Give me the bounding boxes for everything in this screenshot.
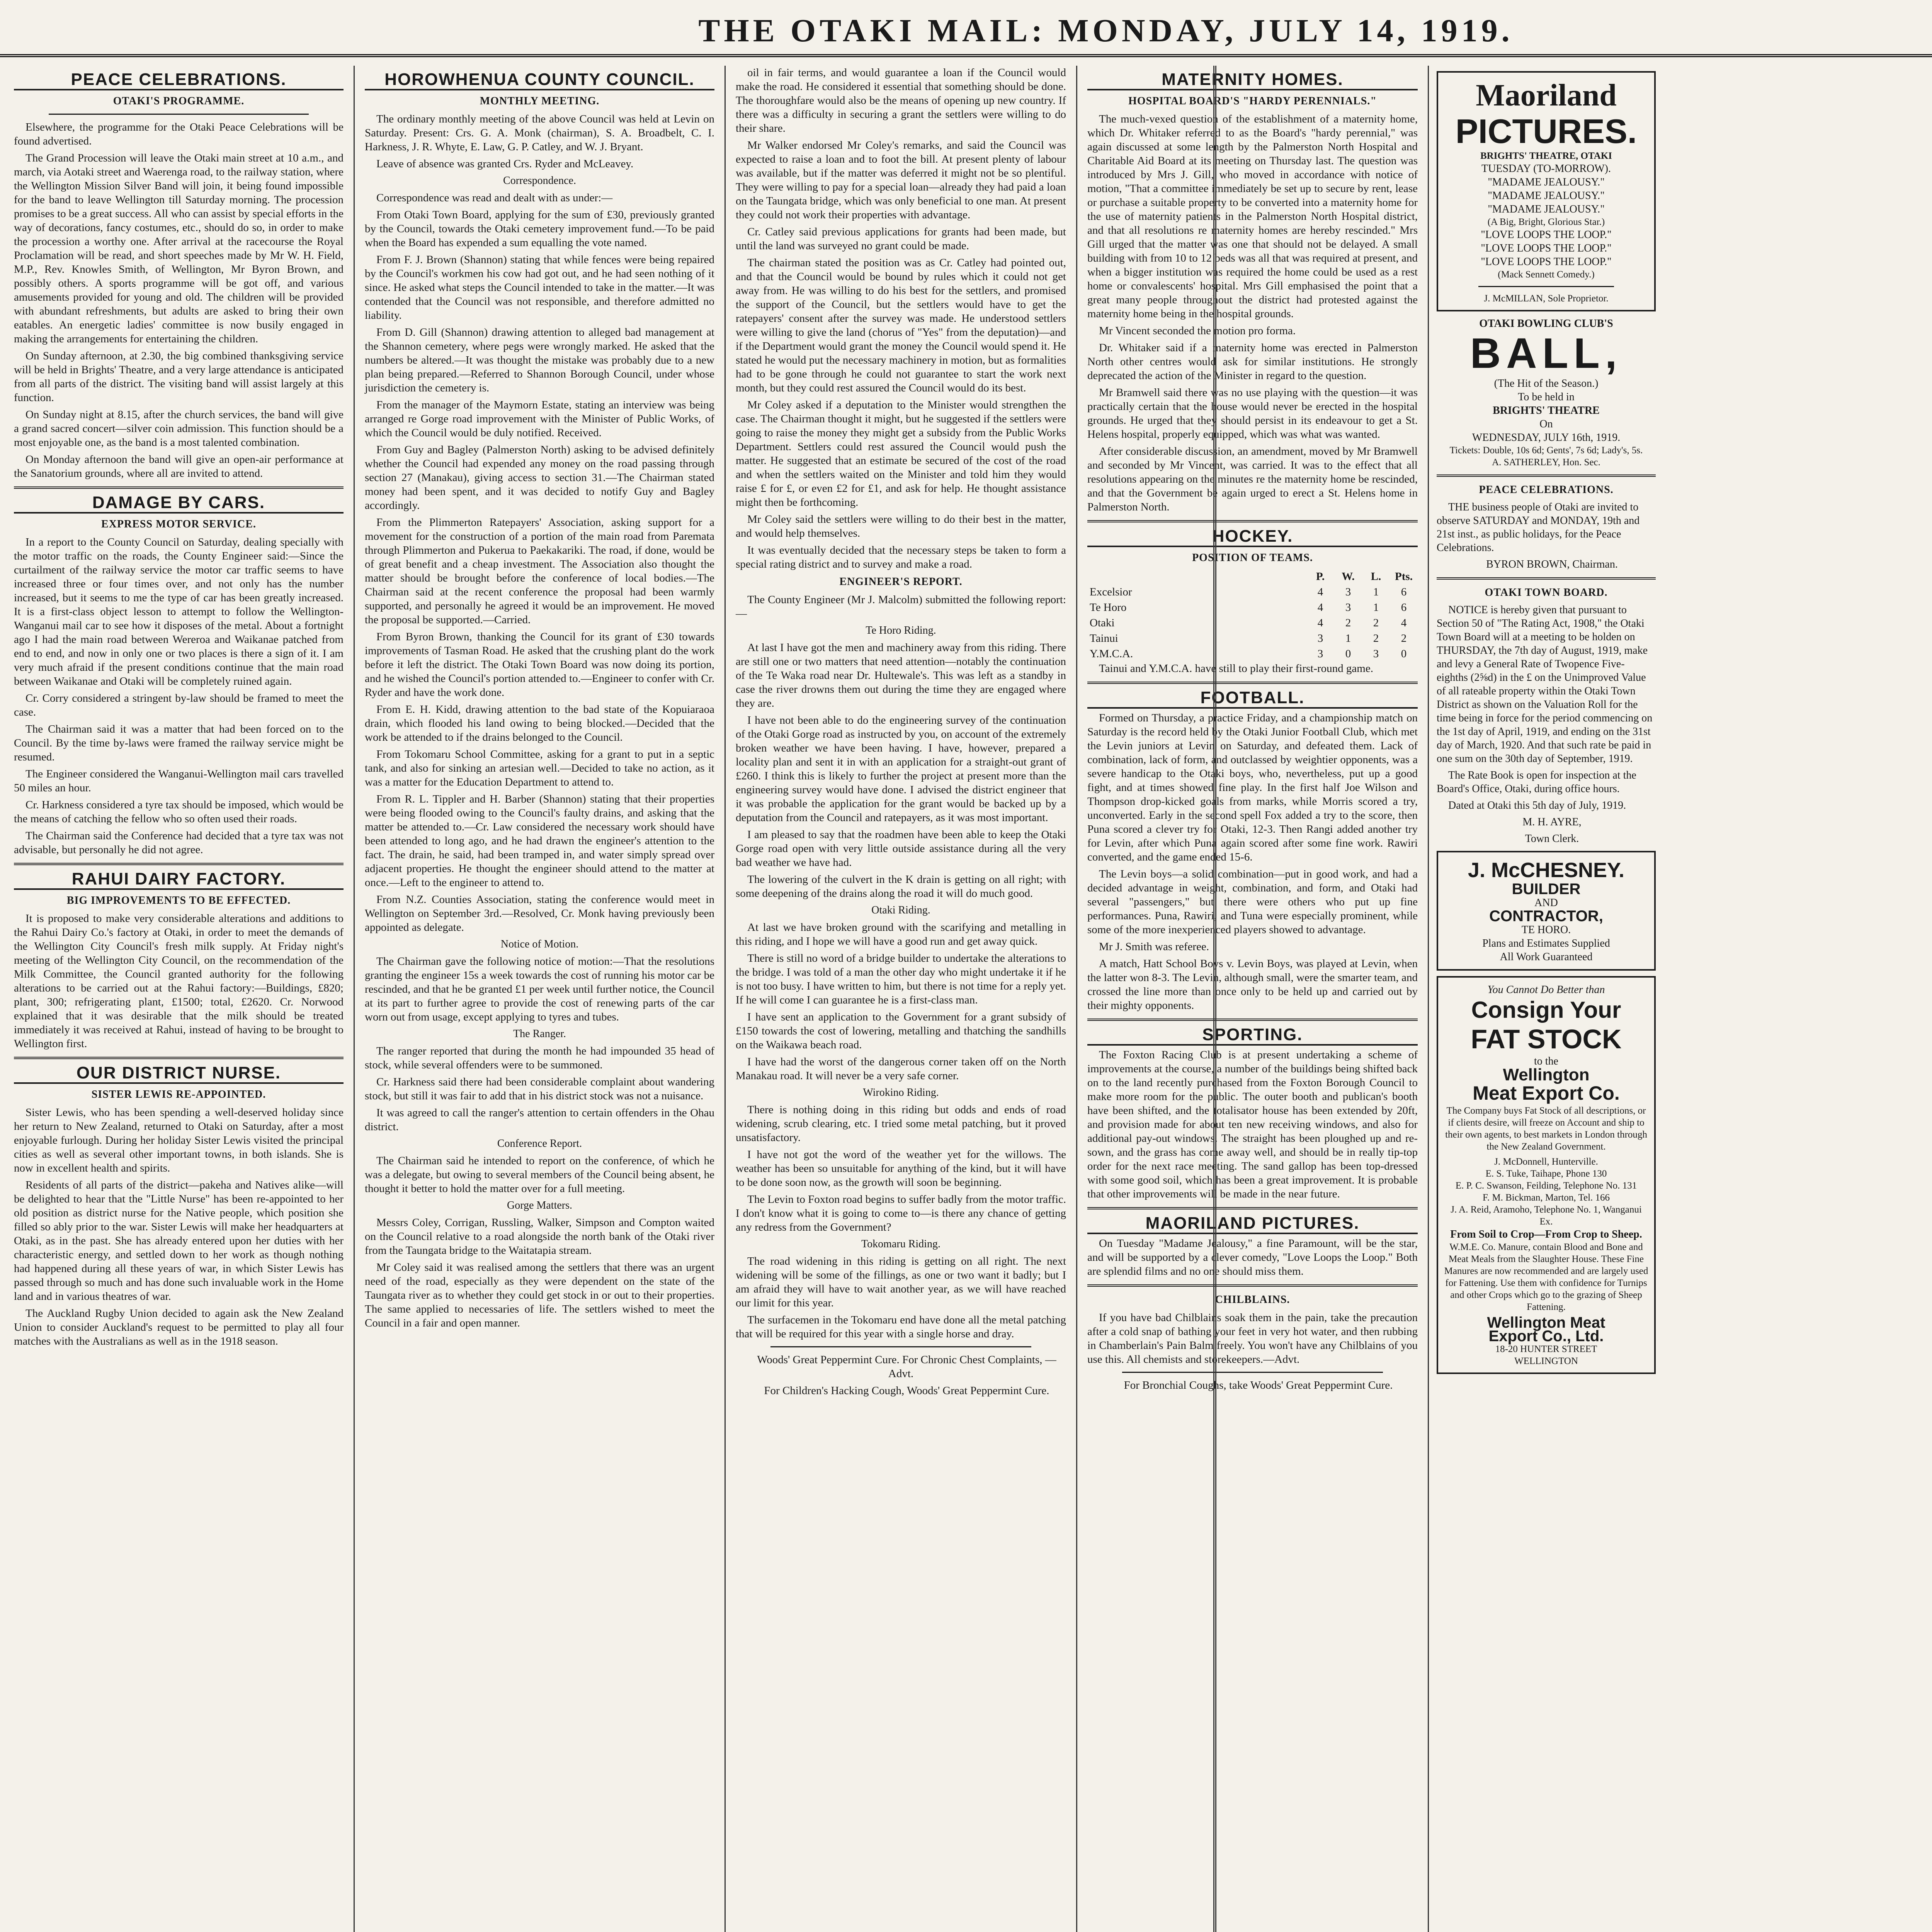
- table-cell: 1: [1345, 632, 1351, 645]
- divider: [14, 863, 344, 865]
- paragraph: From the Plimmerton Ratepayers' Association, asking support for a movement for the construction of a portion of the main road from Paremata through Plimmerton and Pukerua to Paekakariki. The road, if done, would be of great benefit and a cheap investment. The Association also thought the matter should be brought before the conference of local bodies.—The Chairman said at the recent conference the proposal had been warmly supported, and personally he agreed it would be an improvement. He moved the proposal be supported.—Carried.: [365, 516, 714, 626]
- paragraph: Correspondence was read and dealt with as under:—: [376, 192, 613, 204]
- table-cell: 0: [1345, 648, 1351, 660]
- peace-celebrations-notice-heading: PEACE CELEBRATIONS.: [1479, 484, 1614, 496]
- ad-line: "MADAME JEALOUSY.": [1488, 190, 1605, 202]
- table-cell: 1: [1373, 586, 1379, 598]
- column-1: [4, 66, 354, 1932]
- paragraph: I have sent an application to the Government for a grant subsidy of £150 towards the cost of lowering, metalling and thatching the sandhills on the Waikawa beach road.: [736, 1011, 1066, 1051]
- chilblains-subheading: CHILBLAINS.: [1215, 1294, 1290, 1306]
- table-cell: 2: [1345, 617, 1351, 629]
- monthly-meeting-subheading: MONTHLY MEETING.: [480, 95, 600, 107]
- paragraph: Mr Bramwell said there was no use playing with the question—it was practically certain that the house would never be erected in the hospital grounds. He urged that they should persist in its endeavour to get a St. Helens hospital, properly equipped, which was what was wanted.: [1087, 386, 1418, 440]
- paragraph: Mr Coley asked if a deputation to the Minister would strengthen the case. The Chairman thought it might, but he suggested if the settlers were going to raise the money they might get a subsidy from the Public Works Department. Settlers could rest assured the Council would push the matter. He suggested that an estimate be secured of the cost of the road and when the settlers waited on the Minister and told him they would raise £ for £, or even £2 for £1, and ask for help. He thought assistance might then be forthcoming.: [736, 399, 1066, 509]
- table-header: L.: [1371, 570, 1381, 583]
- ad-line: TUESDAY (TO-MORROW).: [1481, 163, 1611, 175]
- ad-line: (Mack Sennett Comedy.): [1498, 269, 1595, 280]
- paragraph: The Auckland Rugby Union decided to again ask the New Zealand Union to consider Auckland's request to be permitted to play all four matches with the Australians as well as in the 1918 season.: [14, 1307, 344, 1347]
- table-cell: 3: [1317, 632, 1323, 645]
- ad-title: BALL,: [1470, 330, 1622, 377]
- ad-line: J. McMILLAN, Sole Proprietor.: [1484, 293, 1609, 304]
- ad-line: WEDNESDAY, JULY 16th, 1919.: [1472, 432, 1621, 444]
- paragraph: From the manager of the Maymorn Estate, stating an interview was being arranged re Gorge road improvement with the Minister of Public Works, of which the Council would be duly notified. Received.: [365, 399, 714, 439]
- table-cell: 1: [1373, 601, 1379, 614]
- paragraph: It was eventually decided that the necessary steps be taken to form a special rating district and to survey and make a road.: [736, 544, 1066, 570]
- paragraph: On Sunday night at 8.15, after the church services, the band will give a grand sacred concert—silver coin admission. This function should be a most enjoyable one, as the band is a most talented combination.: [14, 408, 344, 449]
- ad-line: E. S. Tuke, Taihape, Phone 130: [1485, 1168, 1607, 1179]
- paragraph: The ranger reported that during the month he had impounded 35 head of stock, while several offenders were to be summoned.: [365, 1045, 714, 1071]
- ad-line: (A Big, Bright, Glorious Star.): [1487, 217, 1605, 227]
- ad-title: PICTURES.: [1455, 112, 1637, 150]
- ad-line: TE HORO.: [1521, 924, 1571, 936]
- advertisement-note: For Children's Hacking Cough, Woods' Great Peppermint Cure.: [764, 1384, 1049, 1397]
- manakau-column: [1215, 66, 1428, 1932]
- paragraph: Cr. Corry considered a stringent by-law should be framed to meet the case.: [14, 692, 344, 718]
- table-cell: 3: [1345, 586, 1351, 598]
- rahui-dairy-subheading: BIG IMPROVEMENTS TO BE EFFECTED.: [66, 895, 291, 906]
- wellington-meat-ad: [1437, 976, 1656, 1374]
- ad-title: Maoriland: [1476, 78, 1617, 112]
- district-nurse-subheading: SISTER LEWIS RE-APPOINTED.: [91, 1088, 266, 1100]
- ad-title: J. McCHESNEY.: [1468, 859, 1625, 882]
- hockey-subheading: POSITION OF TEAMS.: [1192, 552, 1313, 564]
- paragraph: Cr. Harkness considered a tyre tax should be imposed, which would be the means of catching the fellow who so often used their roads.: [14, 799, 344, 825]
- rahui-dairy-heading: RAHUI DAIRY FACTORY.: [14, 872, 344, 890]
- paragraph: A match, Hatt School Boys v. Levin Boys, was played at Levin, when the latter won 8-3. The Levin, although small, were the smarter team, and crossed the line more than once only to be held up and carried out by their mighty opponents.: [1087, 957, 1418, 1012]
- paragraph: Mr Walker endorsed Mr Coley's remarks, and said the Council was expected to raise a loan and to foot the bill. At present plenty of labour was available, but if the matter was deferred it might not be so plentiful. They were willing to pay for a special loan—already they had paid a loan on the Taungata bridge, which was only beneficial to one man. At present they could not work their properties with advantage.: [736, 139, 1066, 221]
- ad-line: BUILDER: [1512, 881, 1581, 898]
- signature: Town Clerk.: [1525, 833, 1579, 845]
- paragraph: It is proposed to make very considerable alterations and additions to the Rahui Dairy Co.'s factory at Otaki, in order to meet the demands of the Wellington City Council's fresh milk supply. At Friday night's meeting of the Wellington City Council, on the recommendation of the Milk Committee, the Council granted authority for the following alterations to be carried out at the Rahui factory:—Buildings, £820; plant, 300; refrigerating plant, £1500; total, £2620. Cr. Norwood explained that it was desirable that the milk should be treated immediately it was received at Rahui, instead of having to be brought to Wellington first.: [14, 912, 344, 1050]
- divider: [770, 1346, 1031, 1347]
- paragraph: On Sunday afternoon, at 2.30, the big combined thanksgiving service will be held in Brights' Theatre, and a very large attendance is anticipated from all parts of the district. The visiting band will assist largely at this function.: [14, 350, 344, 404]
- paragraph: The Grand Procession will leave the Otaki main street at 10 a.m., and march, via Aotaki street and Waerenga road, to the railway station, where the Wellington Mission Silver Band will join, it being found impossible for the band to leave Wellington till Saturday morning. The procession promises to be a great success. All who can assist by special efforts in the way of decorations, fancy costumes, etc., should do so, in order to make the procession a worthy one. After arrival at the racecourse the Royal Proclamation will be read, and short speeches made by Mr W. H. Field, M.P., Rev. Knowles Smith, of Wellington, Mr Byron Brown, and possibly others. A sports programme will be got off, and various amusements provided for young and old. The children will be provided with abundant refreshments, but adults are asked to bring their own eatables. An energetic ladies' committee is now busily engaged in making the arrangements for entertaining the children.: [14, 152, 344, 345]
- mcchesney-ad: [1437, 851, 1656, 971]
- paragraph: The Levin boys—a solid combination—put in good work, and had a decided advantage in weight, combination, and form, and Otaki had several "passengers," but there were others who put up fine performances. Puna, Rawiri, and Tuna were especially prominent, while some of the more inexperienced players showed to advantage.: [1087, 868, 1418, 936]
- ad-line: CONTRACTOR,: [1489, 908, 1603, 925]
- ad-body: W.M.E. Co. Manure, contain Blood and Bone and Meat Meals from the Slaughter House. These Fine Manures are now recommended and are largely used for Fattening. Use them with confidence for Turnips and other Crops which go to the grazing of Sheep Fattening.: [1444, 1242, 1648, 1312]
- paragraph: From R. L. Tippler and H. Barber (Shannon) stating that their properties were being flooded owing to the Council's faulty drains, and asking that the matter be attended to.—Cr. Law considered the necessary work should have been attended to long ago, and he had drawn the engineer's attention to the fact. The drain, he said, had been tramped in, and water simply spread over adjacent properties. He thought the engineer should attend to the matter at once.—Left to the engineer to attend to.: [365, 793, 714, 889]
- paragraph: Dr. Whitaker said if a maternity home was erected in Palmerston North other centres would ask for similar institutions. He strongly deprecated the action of the Minister in regard to the question.: [1087, 342, 1418, 382]
- paragraph: It was agreed to call the ranger's attention to certain offenders in the Ohau district.: [365, 1107, 714, 1133]
- divider: [14, 1057, 344, 1059]
- table-cell: Y.M.C.A.: [1090, 648, 1133, 660]
- paragraph: From F. J. Brown (Shannon) stating that while fences were being repaired by the Council's workmen his cow had got out, and he had seen nothing of it since. He asked what steps the Council intended to take in the matter.—It was contended that the Council was not responsible, and therefore admitted no liability.: [365, 253, 714, 321]
- town-board-heading: OTAKI TOWN BOARD.: [1485, 587, 1608, 599]
- table-cell: 3: [1373, 648, 1379, 660]
- column-2: [354, 66, 724, 1932]
- paragraph: The much-vexed question of the establishment of a maternity home, which Dr. Whitaker referred to as the Board's "hardy perennial," was again discussed at some length by the Palmerston North Hospital and Charitable Aid Board at its meeting on Thursday last. The question was introduced by Mrs J. Gill, who moved in accordance with notice of motion, "That a committee immediately be set up to secure by rent, lease or purchase a suitable property to be converted into a maternity home for the use of maternity patients in the Palmerston North Hospital district, and that all resolutions re maternity homes are hereby rescinded." Mrs Gill urged that the matter was one that should not be delayed. A small building with from 10 to 12 beds was all that was required at present, and when a bigger institution was required the home could be used as a rest home or convalescents' hospital. Mrs Gill emphasised the point that a great many people throughout the district had protested against the maternity home being in the hospital grounds.: [1087, 113, 1418, 320]
- ad-title: FAT STOCK: [1471, 1024, 1622, 1054]
- paragraph: There is still no word of a bridge builder to undertake the alterations to the bridge. I was told of a man the other day who might undertake it if he is not too busy. I have written to him, but there is not time for a reply yet. If he will come I can guarantee he is a first-class man.: [736, 952, 1066, 1006]
- table-header: Pts.: [1395, 570, 1413, 583]
- paragraph: After considerable discussion, an amendment, moved by Mr Bramwell and seconded by Mr Vincent, was carried. It was to the effect that all resolutions appearing on the minutes re the maternity home be rescinded, and that the Government be again urged to erect a St. Helens home in Palmerston North.: [1087, 445, 1418, 513]
- paragraph: The surfacemen in the Tokomaru end have done all the metal patching that will be required for this year with a single horse and dray.: [736, 1314, 1066, 1340]
- column-3: [724, 66, 1076, 1932]
- paragraph: In a report to the County Council on Saturday, dealing specially with the motor traffic on the roads, the County Engineer said:—Since the curtailment of the railway service the motor car traffic seems to have increased three or four times over, and not only has the number increased, but it seems to me the type of car has been greatly increased. It is a first-class object lesson to attempt to follow the Wellington-Wanganui mail car to see how it disposes of the metal. About a fortnight ago I had the main road between Wereroa and Waikanae patched from end to end, and now in only one or two places is there a sign of it. I am very much afraid if the present conditions continue that the main road between Waikanae and Otaki will be completely ruined again.: [14, 536, 344, 687]
- maternity-homes-heading: MATERNITY HOMES.: [1087, 73, 1418, 90]
- maoriland-pictures-ad: [1437, 71, 1656, 311]
- table-cell: 4: [1317, 601, 1323, 614]
- paragraph: The Foxton Racing Club is at present undertaking a scheme of improvements at the course, a number of the buildings being shifted back on to the land recently purchased from the Foxton Borough Council to make more room for the public. The outer booth and publican's booth have been shifted, and the totalisator house has been extended by 20ft, and provision made for about ten new receiving windows, and also for additional pay-out windows. The straight has been ploughed up and re-sown, and the grass has come away well, and should be in really tip-top order for the next race meeting. The sand gallop has been top-dressed with some good soil, which has been a great improvement. It is probable that other improvements will be made in the near future.: [1087, 1049, 1418, 1200]
- gorge-matters-subheading: Gorge Matters.: [507, 1199, 572, 1211]
- paragraph: From Tokomaru School Committee, asking for a grant to put in a septic tank, and also for sinking an artesian well.—Decided to take no action, as it was a matter for the Education Department to attend to.: [365, 748, 714, 788]
- maternity-homes-subheading: HOSPITAL BOARD'S "HARDY PERENNIALS.": [1128, 95, 1377, 107]
- signature: M. H. AYRE,: [1522, 816, 1582, 828]
- express-motor-subheading: EXPRESS MOTOR SERVICE.: [101, 518, 256, 530]
- ad-line: 18-20 HUNTER STREET: [1495, 1344, 1597, 1354]
- ad-line: "LOVE LOOPS THE LOOP.": [1481, 256, 1612, 268]
- paragraph: The chairman stated the position was as Cr. Catley had pointed out, and that the Council would be bound by rules which it could not get away from. He was willing to do his best for the settlers, and promised the support of the Council, but the settlers would have to get the ratepayers' consent after the survey was made. He understood settlers were willing to give the land (chorus of "Yes" from the deputation)—and if the Department would grant the money the Council would spend it. He stated he would put the necessary machinery in motion, but as formalities had to be gone through he could not guarantee to start the work next month, but they could rest assured the Council would do its best.: [736, 257, 1066, 394]
- signature: BYRON BROWN, Chairman.: [1486, 558, 1618, 570]
- paragraph: The Chairman said he intended to report on the conference, of which he was a delegate, but owing to several members of the Council being absent, he thought it better to hold the matter over for a full meeting.: [365, 1155, 714, 1195]
- maoriland-pictures-heading: MAORILAND PICTURES.: [1087, 1216, 1418, 1234]
- ad-line: Wellington: [1503, 1065, 1590, 1084]
- paragraph: Messrs Coley, Corrigan, Russling, Walker, Simpson and Compton waited on the Council relative to a road alongside the north bank of the Otaki river from the Taungata bridge to the Waitatapia stream.: [365, 1216, 714, 1257]
- paragraph: The Chairman said the Conference had decided that a tyre tax was not advisable, but personally he did not agree.: [14, 830, 344, 856]
- paragraph: The Levin to Foxton road begins to suffer badly from the motor traffic. I don't know what it is going to come to—is there any chance of getting any redress from the Government?: [736, 1193, 1066, 1233]
- ad-line: Export Co., Ltd.: [1488, 1328, 1604, 1345]
- paragraph: From Byron Brown, thanking the Council for its grant of £30 towards improvements of Tasman Road. He asked that the crushing plant do the work before it left the district. The Otaki Town Board was now doing its portion, and he wished the Council's portion attended to.—Engineer to confer with Cr. Ryder and have the work done.: [365, 631, 714, 699]
- ad-line: BRIGHTS' THEATRE: [1493, 405, 1600, 417]
- table-header: P.: [1316, 570, 1325, 583]
- ad-line: A. SATHERLEY, Hon. Sec.: [1492, 457, 1600, 468]
- paragraph: I am pleased to say that the roadmen have been able to keep the Otaki Gorge road open with very little outside assistance during all the very bad weather we have had.: [736, 828, 1066, 869]
- paragraph: Leave of absence was granted Crs. Ryder and McLeavey.: [376, 158, 634, 170]
- ad-line: J. A. Reid, Aramoho, Telephone No. 1, Wanganui Ex.: [1451, 1204, 1642, 1227]
- ad-line: To be held in: [1518, 391, 1575, 403]
- paragraph: oil in fair terms, and would guarantee a loan if the Council would make the road. He considered it essential that something should be done. The thoroughfare would also be the means of opening up new country. If there was a difficulty in securing a grant the settlers were willing to do their share.: [736, 66, 1066, 134]
- paragraph: I have had the worst of the dangerous corner taken off on the North Manakau road. It will never be a very safe corner.: [736, 1056, 1066, 1082]
- wirokino-riding-subheading: Wirokino Riding.: [863, 1087, 939, 1099]
- table-cell: 0: [1401, 648, 1407, 660]
- ad-line: WELLINGTON: [1514, 1356, 1578, 1366]
- paragraph: I have not got the word of the weather yet for the willows. The weather has been so unsuitable for anything of the kind, but it will have to be done soon now, as the growth will soon be beginning.: [736, 1148, 1066, 1189]
- ad-line: You Cannot Do Better than: [1487, 984, 1605, 996]
- table-cell: 3: [1345, 601, 1351, 614]
- ad-line: On: [1539, 418, 1553, 430]
- paragraph: From Guy and Bagley (Palmerston North) asking to be advised definitely whether the Council had expended any money on the road passing through section 27 (Manakau), giving access to section 31.—The Chairman stated money had been spent, and it was decided to notify Guy and Bagley accordingly.: [365, 444, 714, 512]
- te-horo-riding-subheading: Te Horo Riding.: [866, 624, 936, 636]
- ad-line: BRIGHTS' THEATRE, OTAKI: [1480, 151, 1612, 161]
- paragraph: The Chairman said it was a matter that had been forced on to the Council. By the time by-laws were framed the railway service might be resumed.: [14, 723, 344, 763]
- ad-line: AND: [1534, 897, 1558, 909]
- paragraph: From E. H. Kidd, drawing attention to the bad state of the Kopuiaraoa drain, which flooded his land owing to being blocked.—Decided that the work be attended to if the drains belonged to the Council.: [365, 703, 714, 743]
- paragraph: The road widening in this riding is getting on all right. The next widening will be some of the fillings, as one or two want it badly; but I am afraid they will have to wait another year, as we will have reached our limit for this year.: [736, 1255, 1066, 1309]
- paragraph: Tainui and Y.M.C.A. have still to play their first-round game.: [1099, 662, 1373, 675]
- paragraph: NOTICE is hereby given that pursuant to Section 50 of "The Rating Act, 1908," the Otaki Town Board will at a meeting to be holden on THURSDAY, the 7th day of August, 1919, make and levy a General Rate of Twopence Five-eighths (2⅝d) in the £ on the Unimproved Value of all rateable property within the Otaki Town District as shown on the Valuation Roll for the time being in force for the period commencing on the 1st day of April, 1919, and ending on the 31st day of March, 1920. And that such rate be paid in one sum on the 30th day of September, 1919.: [1437, 604, 1653, 765]
- horowhenua-council-heading: HOROWHENUA COUNTY COUNCIL.: [365, 73, 714, 90]
- ad-line: Wellington Meat: [1487, 1314, 1605, 1331]
- bowling-ball-ad: [1437, 317, 1656, 468]
- engineers-report-subheading: ENGINEER'S REPORT.: [839, 576, 963, 588]
- paragraph: Dated at Otaki this 5th day of July, 1919.: [1448, 799, 1626, 811]
- tokomaru-riding-subheading: Tokomaru Riding.: [861, 1238, 940, 1250]
- table-cell: 4: [1401, 617, 1407, 629]
- table-cell: Tainui: [1090, 632, 1118, 645]
- paragraph: Residents of all parts of the district—pakeha and Natives alike—will be delighted to hear that the "Little Nurse" has been re-appointed to her old position as district nurse for the Native people, which position she filled so ably prior to the war. Sister Lewis will make her headquarters at Otaki, as in the past. She has already entered upon her duties with her characteristic energy, and settled down to her work as though nothing had happened during all these years of war, in which Sister Lewis has passed through so much and has done such invaluable work in the Home land and in various theatres of war.: [14, 1179, 344, 1303]
- ad-line: "MADAME JEALOUSY.": [1488, 176, 1605, 188]
- football-heading: FOOTBALL.: [1087, 691, 1418, 709]
- ad-line: "MADAME JEALOUSY.": [1488, 203, 1605, 215]
- paragraph: Formed on Thursday, a practice Friday, and a championship match on Saturday is the record held by the Otaki Junior Football Club, which met the Levin juniors at Levin on Saturday, and defeated them. Lack of combination, lack of form, and outclassed by weightier opponents, was a severe handicap to the Otaki boys, who, nevertheless, put up a good fight, and at times showed fine play. In the first half Joe Wilson and Thompson drop-kicked goals from marks, while Morris scored a try, unconverted. Early in the second spell Fox added a try to the score, then Puna scored a clever try for Otaki, 12-3. Then Rangi added another try for Levin, after which Puna again scored after some fine work. Rawiri converted, and the game ended 15-6.: [1087, 712, 1418, 863]
- paragraph: From Otaki Town Board, applying for the sum of £30, previously granted by the Council, towards the Otaki cemetery improvement fund.—To be paid when the Board has expended a sum equalling the vote named.: [365, 209, 714, 249]
- divider: [1478, 286, 1614, 287]
- peace-celebrations-heading: PEACE CELEBRATIONS.: [14, 73, 344, 90]
- paragraph: Sister Lewis, who has been spending a well-deserved holiday since her return to New Zealand, returned to Otaki on Saturday, after a most enjoyable furlough. During her holiday Sister Lewis visited the principal cities as well as several other important towns, in both islands. She is now in excellent health and spirits.: [14, 1106, 344, 1174]
- notice-of-motion-subheading: Notice of Motion.: [500, 938, 579, 950]
- ad-line: (The Hit of the Season.): [1494, 378, 1599, 389]
- paragraph: On Tuesday "Madame Jealousy," a fine Paramount, will be the star, and will be supported by a clever comedy, "Love Loops the Loop." Both are splendid films and no one should miss them.: [1087, 1237, 1418, 1277]
- paragraph: From D. Gill (Shannon) drawing attention to alleged bad management at the Shannon cemetery, where pegs were wrongly marked. He asked that the numbers be altered.—It was thought the mistake was probably due to a new plan being prepared.—Referred to Shannon Borough Council, under whose jurisdiction the cemetery is.: [365, 326, 714, 394]
- table-cell: 4: [1317, 617, 1323, 629]
- paragraph: I have not been able to do the engineering survey of the continuation of the Otaki Gorge road as instructed by you, on account of the extremely broken weather we have been having. I have, however, prepared a locality plan and sent it in with an application for a straight-out grant of £260. I think this is likely to further the project at present more than the engineering survey would have done. I advised the district engineer that it was probable the application for the grant would be backed up by a deputation from the Council and ratepayers, as it was most important.: [736, 714, 1066, 824]
- conference-report-subheading: Conference Report.: [497, 1138, 582, 1150]
- divider: [49, 114, 309, 115]
- paragraph: Mr Coley said the settlers were willing to do their best in the matter, and would help themselves.: [736, 513, 1066, 539]
- paragraph: Cr. Catley said previous applications for grants had been made, but until the land was surveyed no grant could be made.: [736, 226, 1066, 252]
- hockey-heading: HOCKEY.: [1087, 529, 1418, 547]
- divider: [14, 486, 344, 489]
- ad-line: From Soil to Crop—From Crop to Sheep.: [1450, 1228, 1642, 1240]
- advertisement-note: For Bronchial Coughs, take Woods' Great Peppermint Cure.: [1124, 1379, 1393, 1391]
- ad-line: to the: [1534, 1055, 1558, 1067]
- paragraph: Mr Vincent seconded the motion pro forma.: [1099, 325, 1296, 337]
- ad-line: F. M. Bickman, Marton, Tel. 166: [1482, 1192, 1610, 1203]
- paragraph: At last I have got the men and machinery away from this riding. There are still one or two matters that need attention—notably the continuation of the Te Waka road near Dr. Hultewale's. This was left as a standby in case the river drowns them out during the time they are engaged where they are.: [736, 641, 1066, 709]
- table-cell: 4: [1317, 586, 1323, 598]
- paragraph: The ordinary monthly meeting of the above Council was held at Levin on Saturday. Present: Crs. G. A. Monk (chairman), S. A. Broadbelt, C. I. Harkness, J. R. Whyte, E. Law, G. P. Catley, and W. J. Bryant.: [365, 113, 714, 153]
- advertisement-column-a: [1428, 66, 1663, 1932]
- paragraph: The Rate Book is open for inspection at the Board's Office, Otaki, during office hours.: [1437, 769, 1636, 795]
- table-cell: 2: [1373, 632, 1379, 645]
- ad-body: The Company buys Fat Stock of all descriptions, or if clients desire, will freeze on Account and ship to their own agents, to best markets in London through the New Zealand Government.: [1445, 1105, 1647, 1152]
- ad-line: "LOVE LOOPS THE LOOP.": [1481, 229, 1612, 241]
- divider: [1437, 474, 1656, 477]
- table-cell: 6: [1401, 586, 1407, 598]
- correspondence-subheading: Correspondence.: [503, 175, 576, 187]
- table-cell: 6: [1401, 601, 1407, 614]
- paragraph: At last we have broken ground with the scarifying and metalling in this riding, and I hope we will have a good run and get away quick.: [736, 921, 1066, 947]
- table-cell: Otaki: [1090, 617, 1115, 629]
- paragraph: On Monday afternoon the band will give an open-air performance at the Sanatorium grounds, where all are invited to attend.: [14, 453, 344, 480]
- ad-line: "LOVE LOOPS THE LOOP.": [1481, 242, 1612, 254]
- peace-programme-subheading: OTAKI'S PROGRAMME.: [113, 95, 245, 107]
- paragraph: THE business people of Otaki are invited to observe SATURDAY and MONDAY, 19th and 21st inst., as public holidays, for the Peace Celebrations.: [1437, 501, 1640, 554]
- paragraph: Mr J. Smith was referee.: [1099, 940, 1209, 953]
- table-cell: 2: [1401, 632, 1407, 645]
- paragraph: The Chairman gave the following notice of motion:—That the resolutions granting the engineer 15s a week towards the cost of running his motor car be rescinded, and that he be granted £1 per week until further notice, the Council at its part to further agree to provide the cost of renewing parts of the car worn out from usage, except applying to tyres and tubes.: [365, 955, 714, 1023]
- table-cell: 2: [1373, 617, 1379, 629]
- masthead: THE OTAKI MAIL: MONDAY, JULY 14, 1919.: [0, 12, 1932, 57]
- paragraph: From N.Z. Counties Association, stating the conference would meet in Wellington on September 3rd.—Resolved, Cr. Monk having previously been appointed as delegate.: [365, 893, 714, 934]
- ad-line: Tickets: Double, 10s 6d; Gents', 7s 6d; Lady's, 5s.: [1449, 445, 1643, 456]
- ad-line: J. McDonnell, Hunterville.: [1494, 1156, 1598, 1167]
- sporting-heading: SPORTING.: [1087, 1028, 1418, 1046]
- paragraph: The County Engineer (Mr J. Malcolm) submitted the following report:—: [736, 594, 1066, 620]
- ad-line: E. P. C. Swanson, Feilding, Telephone No. 131: [1455, 1180, 1637, 1191]
- table-cell: 3: [1317, 648, 1323, 660]
- table-cell: Te Horo: [1090, 601, 1127, 614]
- paragraph: Elsewhere, the programme for the Otaki Peace Celebrations will be found advertised.: [14, 121, 344, 147]
- paragraph: There is nothing doing in this riding but odds and ends of road widening, scrub clearing, etc. I tried some metal patching, but it proved unsatisfactory.: [736, 1104, 1066, 1144]
- ranger-subheading: The Ranger.: [513, 1028, 566, 1040]
- advertisement-note: Woods' Great Peppermint Cure. For Chronic Chest Complaints, —Advt.: [757, 1354, 1056, 1380]
- paragraph: Mr Coley said it was realised among the settlers that there was an urgent need of the road, especially as they were dependent on the state of the Taungata river as to whether they could get stock in or out to their properties. The same applied to necessaries of life. The settlers wished to meet the Council in a fair and open manner.: [365, 1261, 714, 1329]
- damage-by-cars-heading: DAMAGE BY CARS.: [14, 496, 344, 514]
- divider: [1437, 577, 1656, 580]
- ad-title: Meat Export Co.: [1473, 1082, 1620, 1104]
- ad-line: Plans and Estimates Supplied: [1482, 937, 1610, 949]
- paragraph: The lowering of the culvert in the K drain is getting on all right; with some deepening of the drains along the road it will do much good.: [736, 873, 1066, 900]
- paragraph: The Engineer considered the Wanganui-Wellington mail cars travelled 50 miles an hour.: [14, 768, 344, 794]
- table-header: W.: [1342, 570, 1355, 583]
- district-nurse-heading: OUR DISTRICT NURSE.: [14, 1066, 344, 1084]
- ad-line: OTAKI BOWLING CLUB'S: [1479, 318, 1613, 330]
- table-cell: Excelsior: [1090, 586, 1132, 598]
- paragraph: If you have bad Chilblains soak them in the pain, take the precaution after a cold snap of bathing your feet in very hot water, and then rubbing in Chamberlain's Pain Balm freely. You won't have any Chilblains of you use this. All chemists and storekeepers.—Advt.: [1087, 1311, 1418, 1366]
- paragraph: Cr. Harkness said there had been considerable complaint about wandering stock, but still it was fair to add that in his district stock was not a nuisance.: [365, 1076, 714, 1102]
- ad-line: All Work Guaranteed: [1500, 951, 1593, 963]
- ad-title: Consign Your: [1471, 997, 1621, 1023]
- otaki-riding-subheading: Otaki Riding.: [871, 904, 930, 916]
